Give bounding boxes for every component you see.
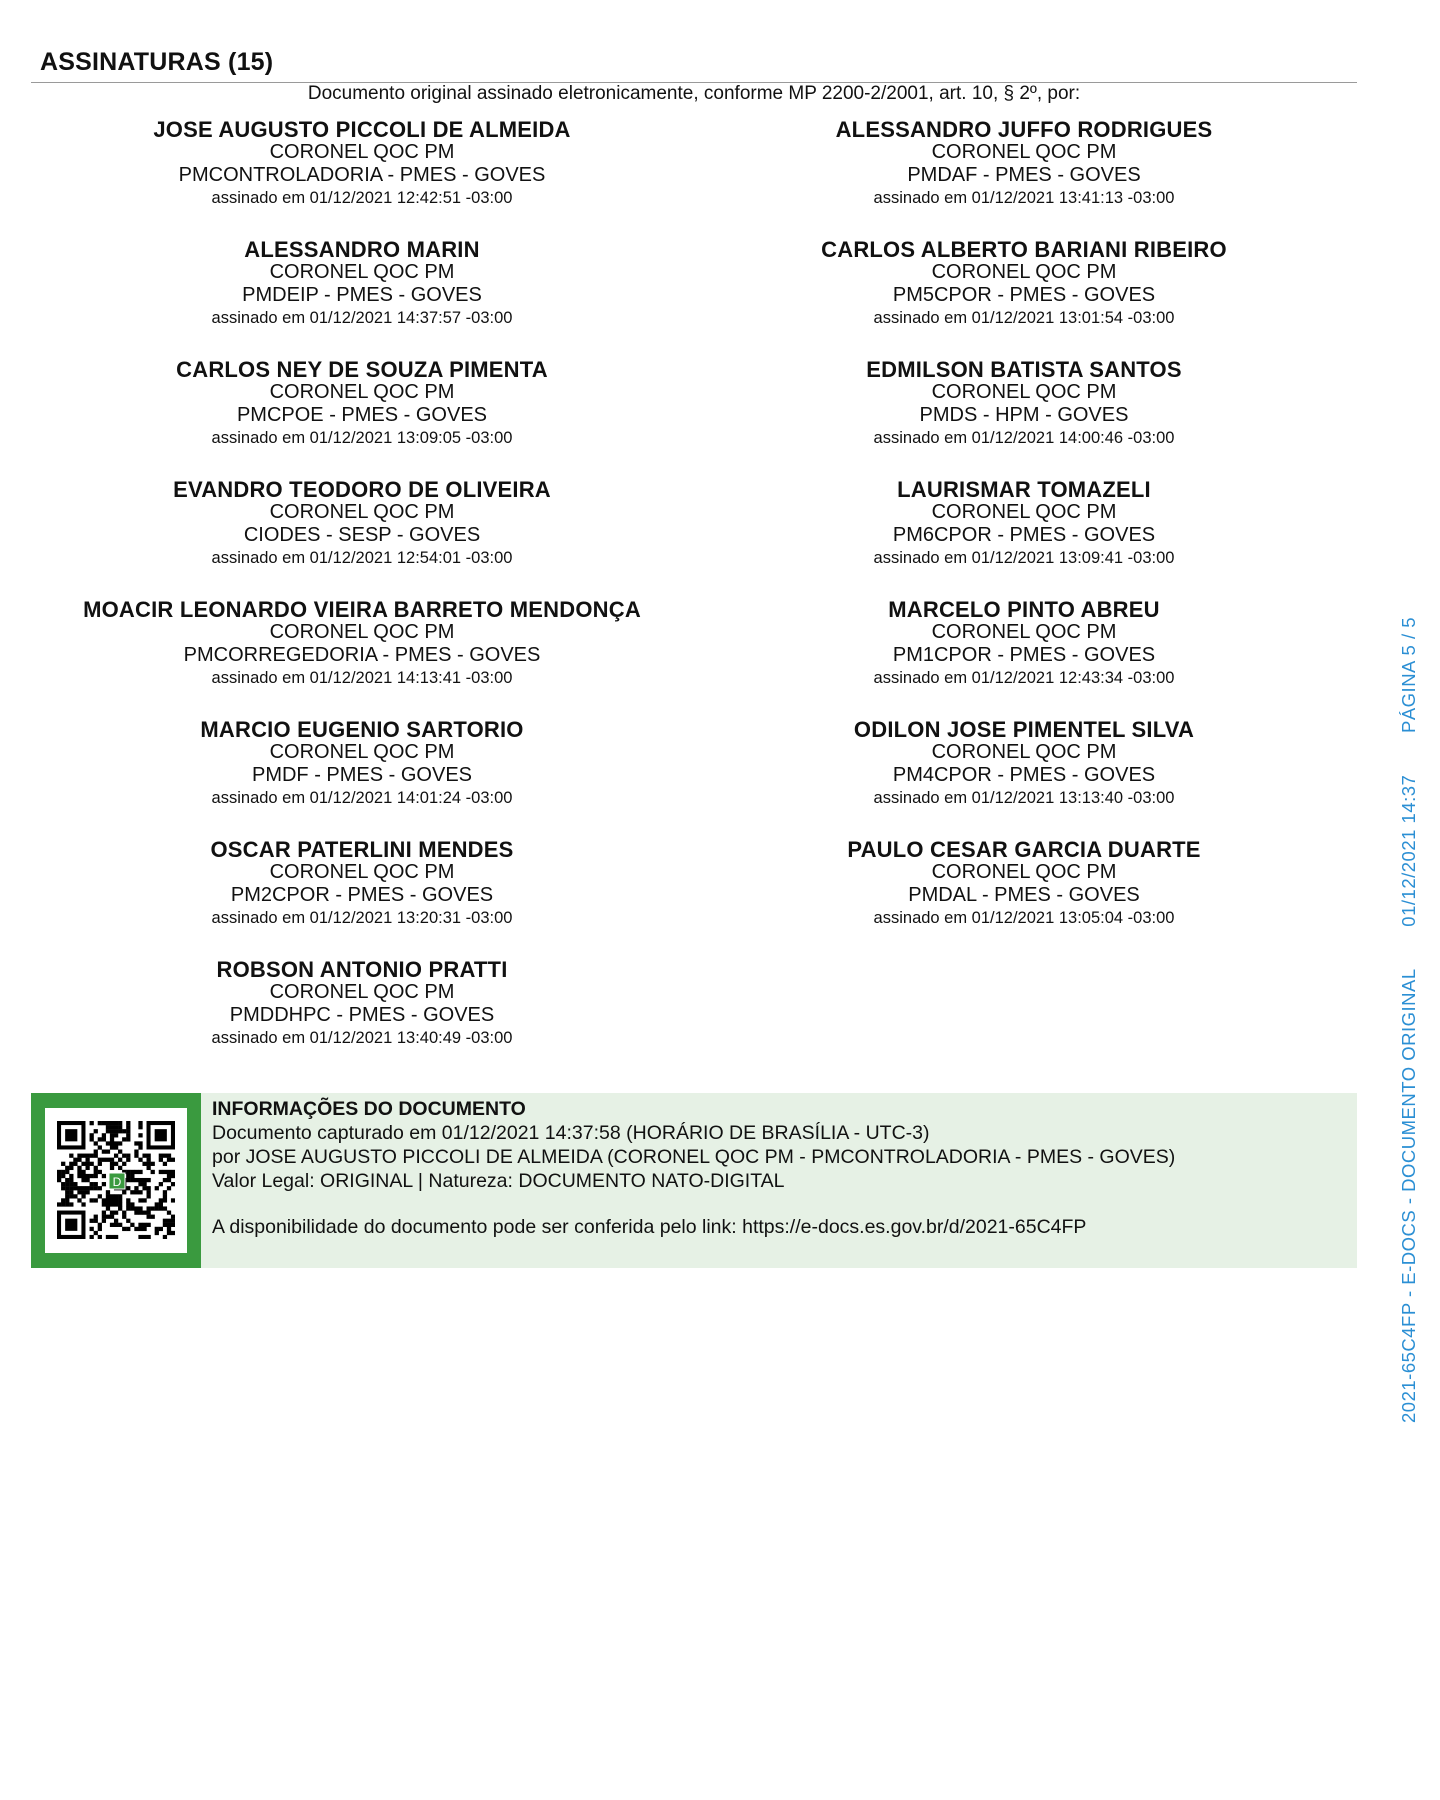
signer-org: PMDAL - PMES - GOVES bbox=[908, 884, 1140, 906]
info-link[interactable]: A disponibilidade do documento pode ser conferida pelo link: https://e-docs.es.gov.br/d/2021-65C4FP bbox=[212, 1216, 1087, 1238]
signer-org: PMDEIP - PMES - GOVES bbox=[242, 284, 482, 306]
signer-org: PMDAF - PMES - GOVES bbox=[907, 164, 1141, 186]
signer-name: MOACIR LEONARDO VIEIRA BARRETO MENDONÇA bbox=[83, 597, 641, 622]
signer-name: EVANDRO TEODORO DE OLIVEIRA bbox=[173, 477, 551, 502]
signer-rank: CORONEL QOC PM bbox=[931, 861, 1117, 883]
signer-org: CIODES - SESP - GOVES bbox=[243, 524, 481, 546]
signer-org: PMCORREGEDORIA - PMES - GOVES bbox=[183, 644, 541, 666]
signer-rank: CORONEL QOC PM bbox=[269, 501, 455, 523]
signer-rank: CORONEL QOC PM bbox=[269, 261, 455, 283]
signer-org: PM1CPOR - PMES - GOVES bbox=[892, 644, 1156, 666]
info-captured: Documento capturado em 01/12/2021 14:37:58 (HORÁRIO DE BRASÍLIA - UTC-3) bbox=[212, 1122, 930, 1144]
side-stamp bbox=[1398, 581, 1420, 1423]
signer-org: PM2CPOR - PMES - GOVES bbox=[230, 884, 494, 906]
qr-code[interactable] bbox=[45, 1108, 187, 1253]
signer-org: PMDS - HPM - GOVES bbox=[919, 404, 1129, 426]
signed-date: assinado em 01/12/2021 13:20:31 -03:00 bbox=[211, 909, 513, 927]
signature-block bbox=[694, 718, 1354, 838]
signatures-right-column bbox=[694, 118, 1354, 958]
signer-rank: CORONEL QOC PM bbox=[269, 141, 455, 163]
signer-name: CARLOS NEY DE SOUZA PIMENTA bbox=[176, 357, 548, 382]
stamp-code: 2021-65C4FP - E-DOCS - DOCUMENTO ORIGINAL bbox=[1398, 968, 1419, 1423]
signature-block bbox=[694, 358, 1354, 478]
signed-date: assinado em 01/12/2021 13:09:41 -03:00 bbox=[873, 549, 1175, 567]
page-title: ASSINATURAS (15) bbox=[40, 48, 274, 76]
signer-name: EDMILSON BATISTA SANTOS bbox=[866, 357, 1182, 382]
signer-org: PM5CPOR - PMES - GOVES bbox=[892, 284, 1156, 306]
signed-date: assinado em 01/12/2021 12:42:51 -03:00 bbox=[211, 189, 513, 207]
signature-block bbox=[694, 238, 1354, 358]
info-heading: INFORMAÇÕES DO DOCUMENTO bbox=[212, 1098, 526, 1120]
signer-org: PM4CPOR - PMES - GOVES bbox=[892, 764, 1156, 786]
signer-rank: CORONEL QOC PM bbox=[269, 621, 455, 643]
signature-block bbox=[694, 478, 1354, 598]
signer-rank: CORONEL QOC PM bbox=[931, 501, 1117, 523]
signature-block bbox=[32, 598, 692, 718]
signer-rank: CORONEL QOC PM bbox=[931, 141, 1117, 163]
signature-block bbox=[32, 118, 692, 238]
signed-date: assinado em 01/12/2021 14:01:24 -03:00 bbox=[211, 789, 513, 807]
signer-name: MARCIO EUGENIO SARTORIO bbox=[200, 717, 524, 742]
signature-block bbox=[694, 838, 1354, 958]
signature-block bbox=[32, 718, 692, 838]
signed-date: assinado em 01/12/2021 13:40:49 -03:00 bbox=[211, 1029, 513, 1047]
signature-block bbox=[694, 118, 1354, 238]
signer-name: MARCELO PINTO ABREU bbox=[888, 597, 1160, 622]
signature-block bbox=[32, 838, 692, 958]
signatures-left-column bbox=[32, 118, 692, 1078]
qr-frame bbox=[31, 1093, 201, 1268]
signer-org: PMDF - PMES - GOVES bbox=[251, 764, 473, 786]
signature-block bbox=[32, 478, 692, 598]
signer-name: ALESSANDRO JUFFO RODRIGUES bbox=[835, 117, 1213, 142]
qr-badge-letter: D bbox=[112, 1175, 122, 1189]
signer-rank: CORONEL QOC PM bbox=[269, 741, 455, 763]
signed-date: assinado em 01/12/2021 13:05:04 -03:00 bbox=[873, 909, 1175, 927]
signer-rank: CORONEL QOC PM bbox=[269, 381, 455, 403]
signed-date: assinado em 01/12/2021 12:54:01 -03:00 bbox=[211, 549, 513, 567]
signer-rank: CORONEL QOC PM bbox=[931, 741, 1117, 763]
signed-date: assinado em 01/12/2021 13:09:05 -03:00 bbox=[211, 429, 513, 447]
signed-date: assinado em 01/12/2021 13:13:40 -03:00 bbox=[873, 789, 1175, 807]
signature-block bbox=[694, 598, 1354, 718]
signed-date: assinado em 01/12/2021 12:43:34 -03:00 bbox=[873, 669, 1175, 687]
signer-org: PMCONTROLADORIA - PMES - GOVES bbox=[178, 164, 546, 186]
signer-name: PAULO CESAR GARCIA DUARTE bbox=[847, 837, 1201, 862]
signer-rank: CORONEL QOC PM bbox=[931, 381, 1117, 403]
signer-org: PM6CPOR - PMES - GOVES bbox=[892, 524, 1156, 546]
signer-rank: CORONEL QOC PM bbox=[931, 261, 1117, 283]
document-info-box bbox=[31, 1093, 1357, 1268]
signature-block bbox=[32, 358, 692, 478]
stamp-datetime: 01/12/2021 14:37 bbox=[1398, 774, 1419, 927]
signed-date: assinado em 01/12/2021 14:00:46 -03:00 bbox=[873, 429, 1175, 447]
signer-org: PMDDHPC - PMES - GOVES bbox=[229, 1004, 495, 1026]
info-legal: Valor Legal: ORIGINAL | Natureza: DOCUMENTO NATO-DIGITAL bbox=[212, 1170, 785, 1192]
document-info-text bbox=[212, 1097, 1175, 1239]
signed-date: assinado em 01/12/2021 13:41:13 -03:00 bbox=[873, 189, 1175, 207]
signer-rank: CORONEL QOC PM bbox=[269, 861, 455, 883]
signed-date: assinado em 01/12/2021 13:01:54 -03:00 bbox=[873, 309, 1175, 327]
signer-rank: CORONEL QOC PM bbox=[269, 981, 455, 1003]
signer-name: ALESSANDRO MARIN bbox=[244, 237, 480, 262]
signature-intro: Documento original assinado eletronicamente, conforme MP 2200-2/2001, art. 10, § 2º, por: bbox=[307, 83, 1081, 104]
stamp-page: PÁGINA 5 / 5 bbox=[1398, 616, 1419, 734]
signer-name: OSCAR PATERLINI MENDES bbox=[210, 837, 514, 862]
signature-block bbox=[32, 958, 692, 1078]
signer-rank: CORONEL QOC PM bbox=[931, 621, 1117, 643]
signer-org: PMCPOE - PMES - GOVES bbox=[236, 404, 488, 426]
signature-block bbox=[32, 238, 692, 358]
signed-date: assinado em 01/12/2021 14:37:57 -03:00 bbox=[211, 309, 513, 327]
signer-name: CARLOS ALBERTO BARIANI RIBEIRO bbox=[821, 237, 1227, 262]
signer-name: JOSE AUGUSTO PICCOLI DE ALMEIDA bbox=[153, 117, 571, 142]
info-signed-by: por JOSE AUGUSTO PICCOLI DE ALMEIDA (CORONEL QOC PM - PMCONTROLADORIA - PMES - GOVES) bbox=[212, 1146, 1176, 1168]
signer-name: ROBSON ANTONIO PRATTI bbox=[216, 957, 508, 982]
signer-name: LAURISMAR TOMAZELI bbox=[897, 477, 1151, 502]
signed-date: assinado em 01/12/2021 14:13:41 -03:00 bbox=[211, 669, 513, 687]
signer-name: ODILON JOSE PIMENTEL SILVA bbox=[853, 717, 1195, 742]
qr-code-icon bbox=[57, 1121, 175, 1239]
